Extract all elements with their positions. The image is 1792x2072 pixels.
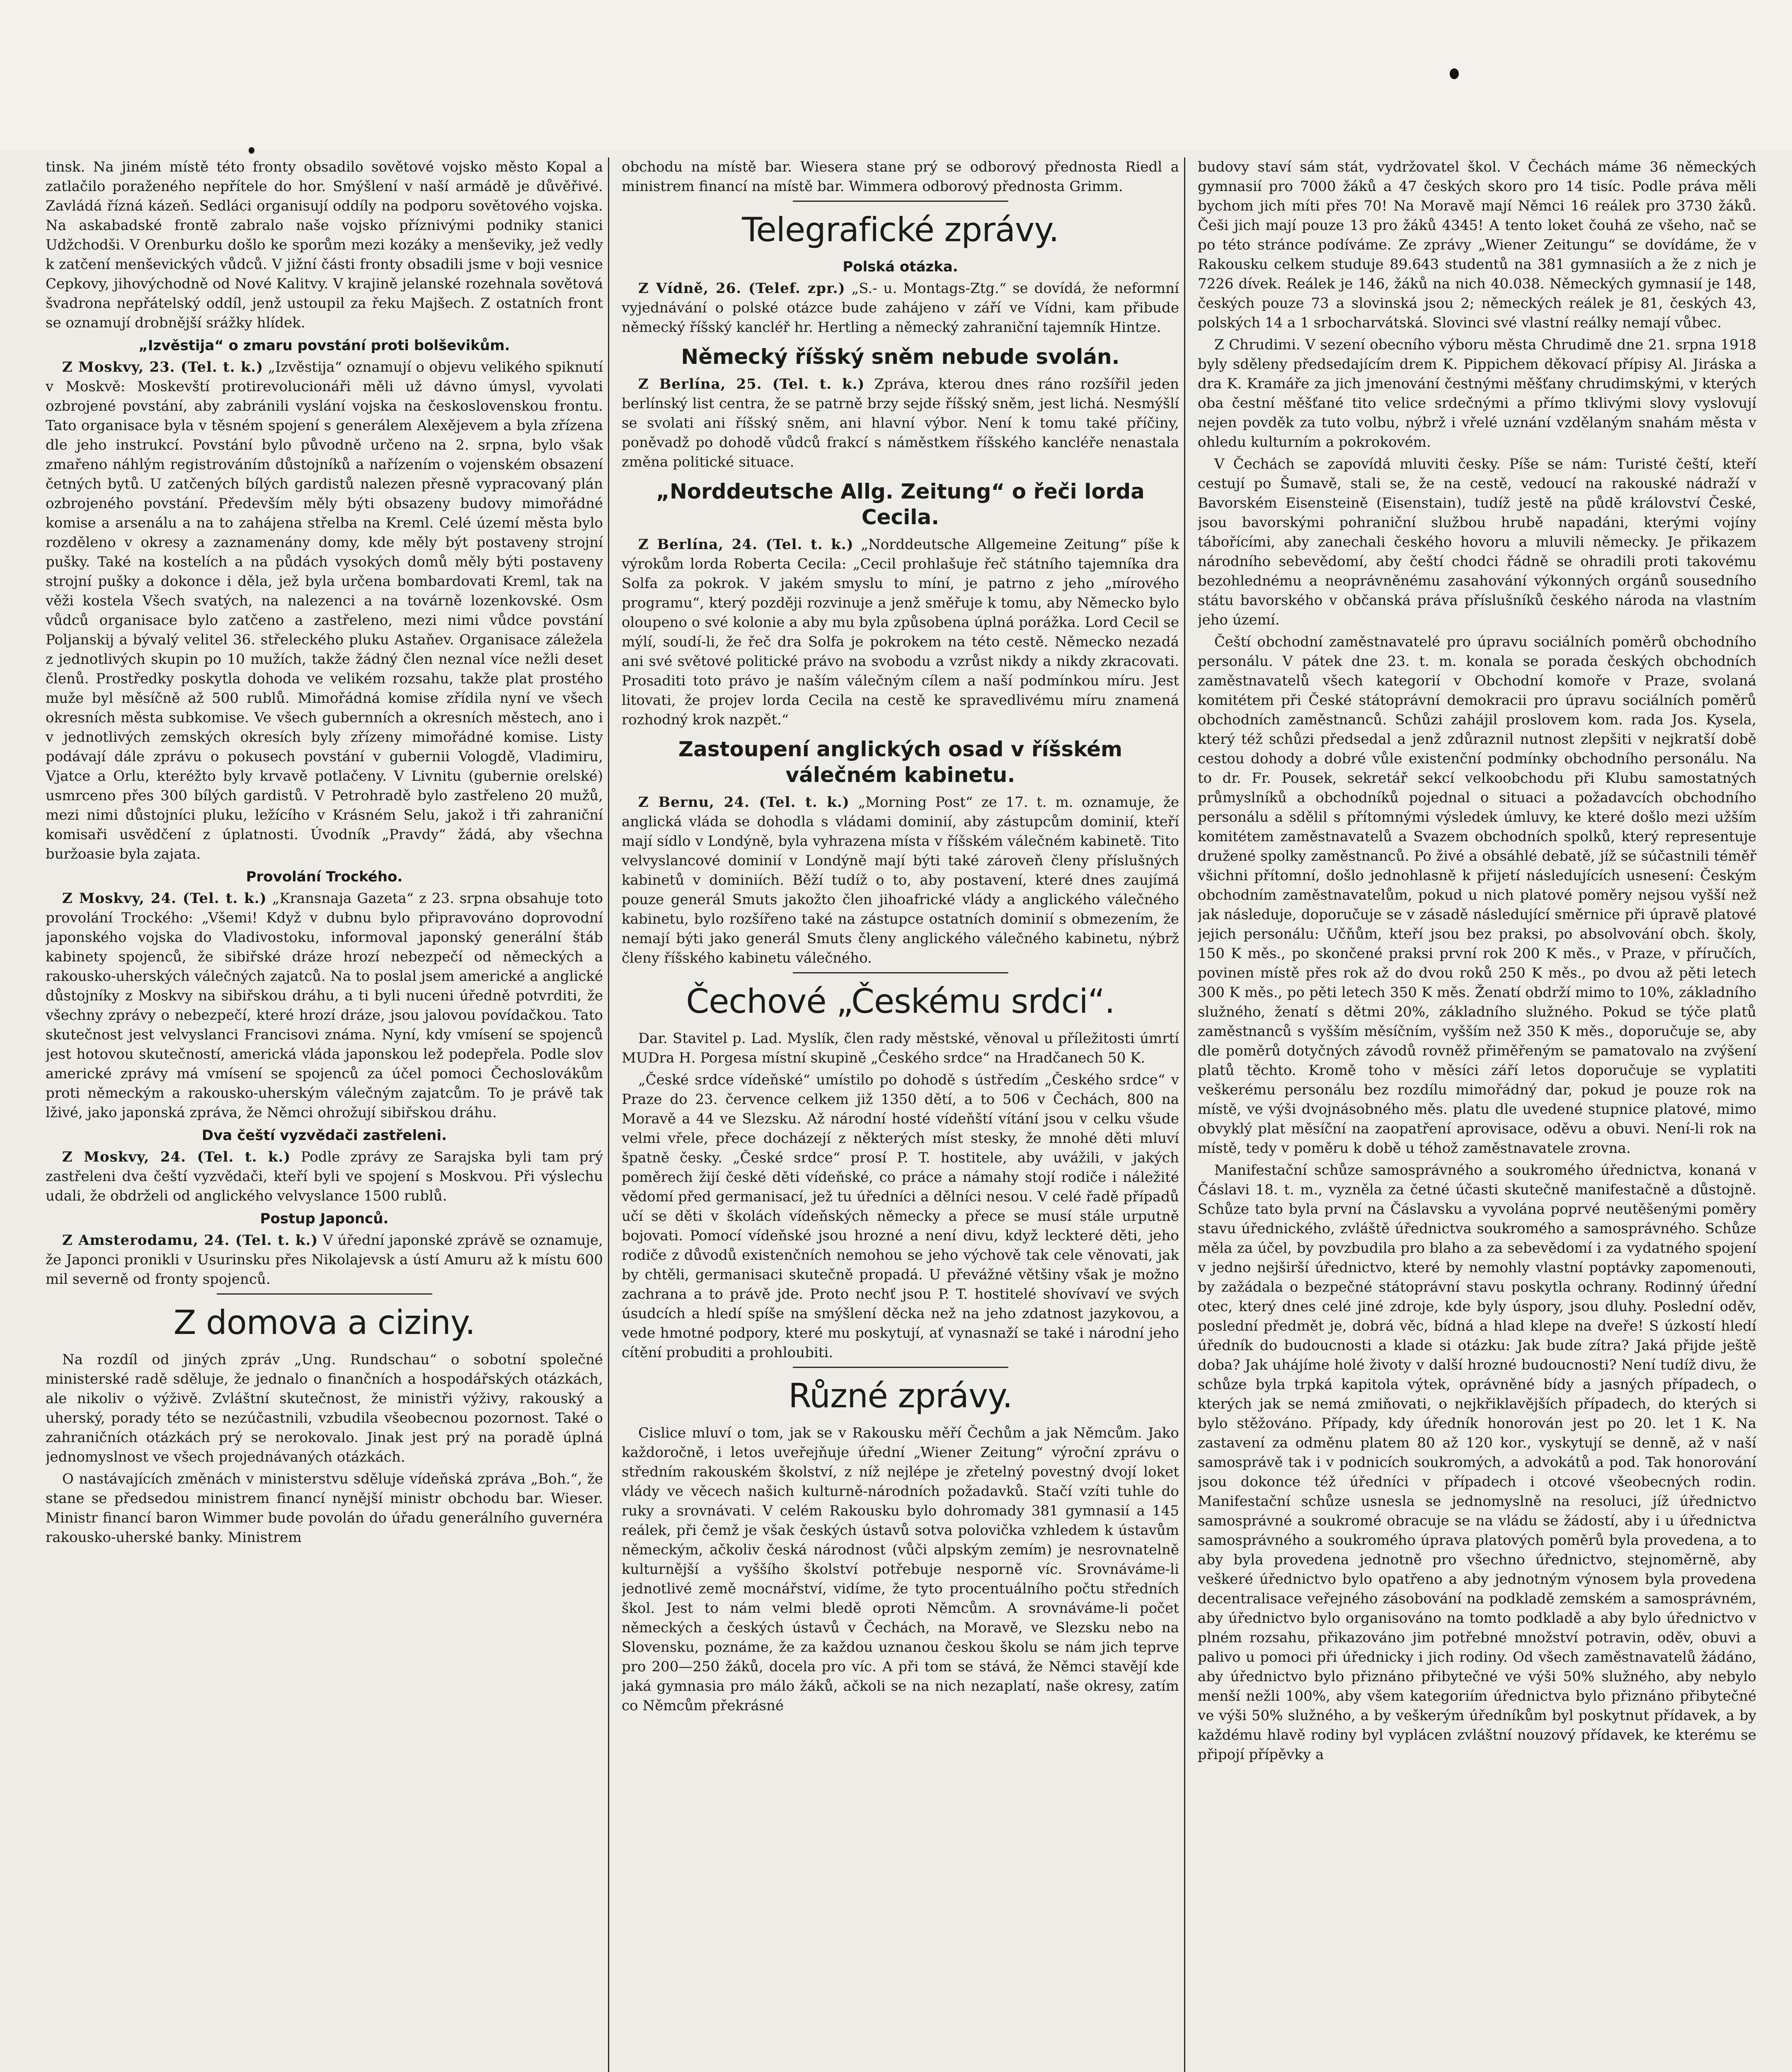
- dateline: Z Vídně, 26. (Telef. zpr.): [638, 280, 845, 297]
- article-body: „Kransnaja Gazeta“ z 23. srpna obsahuje toto provolání Trockého: „Všemi! Když v dubnu bylo připravováno doprovodní japonského vojska do Vladivostoku, informoval japonský generální štáb kabinety spojenců, že sibiřské dráze hrozí nebezpečí od německých a rakousko-uherských válečných zajatců. Na to poslal jsem americké a anglické důstojníky z Moskvy na sibiřskou dráhu, a ti byli nuceni úředně potvrditi, že všechny zprávy o nebezpečí, které hrozí dráze, jsou jalovou povídačkou. Tato skutečnost jest velvyslanci Francisovi známa. Nyní, kdy vmísení se spojenců jest hotovou skutečností, americká vláda japonskou lež podepřela. Podle slov americké zprávy má vmísení se spojenců za účel pomoci Čechoslovákům proti německým a rakousko-uherským válečným zajatcům. To je právě tak lživé, jako japonská zpráva, že Němci ohrožují sibiřskou dráhu.: [46, 890, 603, 1121]
- article-text: [46, 1231, 603, 1289]
- newspaper-page: [46, 157, 1761, 2072]
- section-title: Různé zprávy.: [788, 1377, 1012, 1415]
- dateline: Z Bernu, 24. (Tel. t. k.): [638, 794, 850, 811]
- article-text: [46, 889, 603, 1123]
- dateline: Z Amsterodamu, 24. (Tel. t. k.): [62, 1232, 318, 1249]
- ink-spot: [249, 147, 254, 154]
- article-body: „Morning Post“ ze 17. t. m. oznamuje, že anglická vláda se dohodla s vládami dominií, aby zástupcům dominií, kteří mají sídlo v Londýně, byla vyhrazena místa v říšském válečném kabinetě. Tito velvyslancové dominií v Londýně mají býti také zároveň členy příslušných kabinetů v dominiích. Běží tudíž o to, aby postavení, které dnes zaujímá pouze generál Smuts jakožto člen jihoafrické vlády a anglického válečného kabinetu, bylo rozšířeno také na zástupce ostatních dominií s obmezením, že nemají býti jako generál Smuts členy anglického válečného kabinetu, nýbrž členy říšského kabinetu válečného.: [622, 794, 1179, 966]
- dateline: Z Berlína, 25. (Tel. t. k.): [638, 376, 865, 392]
- divider: [793, 1367, 1008, 1368]
- article-body: V úřední japonské zprávě se oznamuje, že Japonci pronikli v Usurinsku přes Nikolajevsk a ústí Amuru až k místu 600 mil severně od fronty spojenců.: [46, 1232, 603, 1288]
- dateline: Z Berlína, 24. (Tel. t. k.): [638, 536, 854, 553]
- section-heading: Dva čeští vyzvědači zastřeleni.: [201, 1127, 447, 1144]
- article-text: [622, 535, 1179, 730]
- article-text: [46, 1147, 603, 1206]
- dateline: Z Moskvy, 24. (Tel. t. k.): [62, 1149, 291, 1165]
- article-text: obchodu na místě bar. Wiesera stane prý se odborový přednosta Riedl a ministrem financí na místě bar. Wimmera odborový přednosta Grimm.: [622, 159, 1179, 195]
- article-text: tinsk. Na jiném místě této fronty obsadilo sovětové vojsko město Kopal a zatlačilo poraženého nepřítele do hor. Smýšlení v naší armádě je důvěřivé. Zavládá řízná kázeň. Sedláci organisují oddíly na podporu sovětového vojska. Na askabadské frontě zabralo naše vojsko příznivými podniky stanici Udžchodši. V Orenburku došlo ke sporům mezi kozáky a menševiky, jež vedly k zatčení menševických vůdců. V jižní části fronty obsadili jsme v boji vesnice Cepkovy, jihovýchodně od Nové Kalitvy. V krajině jelanské rozehnala sovětová švadrona nepřátelský oddíl, jenž ustoupil za řeku Majšech. Z ostatních front se oznamují drobnější srážky hlídek.: [46, 159, 603, 331]
- article-text: [622, 279, 1179, 337]
- page-top-margin: [0, 0, 1792, 149]
- section-heading: Postup Japonců.: [260, 1210, 389, 1227]
- dateline: Z Moskvy, 23. (Tel. t. k.): [62, 359, 264, 375]
- section-heading: „Izvěstija“ o zmaru povstání proti bolševikům.: [138, 337, 510, 354]
- article-text: „České srdce vídeňské“ umístilo po dohodě s ústředím „Českého srdce“ v Praze do 23. července celkem již 1350 dětí, a to 506 v Čechách, 800 na Moravě a 44 ve Slezsku. Až národní hosté vídeňští vítání jsou v celku všude velmi vřele, přece docházejí z některých míst stesky, že mnohé děti mluví špatně česky. „České srdce“ prosí P. T. hostitele, aby uvážili, v jakých poměrech žijí české děti vídeňské, co práce a námahy stojí rodiče i náležité vědomí před germanisací, jež tu úředníci a dělníci nesou. V celé řadě případů učí se děti v školách vídeňských německy a přece se musí stále urputně bojovati. Pomocí vídeňské jsou hrozné a není divu, když leckteré děti, jeho rodiče z důvodů existenčních nemohou se jeho výchově tak cele věnovati, jak by chtěli, germanisaci skutečně propadá. U převážné většiny však je možno zachrana a to právě jde. Proto nechť jsou P. T. hostitelé shovívaví ve svých úsudcích a hledí spíše na smýšlení děcka než na jeho zdatnost jazykovou, a vede hmotné podpory, které mu poskytují, ať vynasnaží se také i národní jeho cítění probuditi a prohloubiti.: [622, 1072, 1179, 1361]
- headline: Zastoupení anglických osad v říšském válečném kabinetu.: [678, 737, 1123, 787]
- article-text: Z Chrudimi. V sezení obecního výboru města Chrudimě dne 21. srpna 1918 byly sděleny předsedajícím drem K. Pippichem děkovací přípisy Al. Jiráska a dra K. Kramáře za jich jmenování čestnými měšťany chrudimskými, v kterých oba čestní měšťané tito velice srdečnými a přímo tklivými slovy vyslovují nejen povděk za tuto volbu, nýbrž i vřelé uznání vzdělaným snahám města v ohledu kulturním a pokrokovém.: [1198, 336, 1756, 450]
- headline: „Norddeutsche Allg. Zeitung“ o řeči lorda Cecila.: [656, 479, 1145, 529]
- column-2: [622, 157, 1185, 2072]
- column-1: [46, 157, 609, 2072]
- ink-spot: [1450, 68, 1459, 79]
- section-title: Z domova a ciziny.: [173, 1303, 475, 1342]
- article-text: [622, 375, 1179, 472]
- article-text: Na rozdíl od jiných zpráv „Ung. Rundschau“ o sobotní společné ministerské radě sděluje, že jednalo o finančních a hospodářských otázkách, ale nikoliv o výživě. Zvláštní skutečnost, že ministři výživy, rakouský a uherský, porady této se nezúčastnili, vzbudila všeobecnou pozornost. Také o zahraničních otázkách prý se nerokovalo. Jinak jest prý na poradě úplná jednomyslnost ve všech projednávaných otázkách.: [46, 1351, 603, 1465]
- article-text: budovy staví sám stát, vydržovatel škol. V Čechách máme 36 německých gymnasií pro 7000 žáků a 47 českých skoro pro 14 tisíc. Podle práva měli bychom jich míti přes 70! Na Moravě mají Němci 16 reálek pro 3730 žáků. Češi jich mají pouze 13 pro žáků 4345! A tento loket čouhá ze všeho, nač se po této stránce podíváme. Ze zprávy „Wiener Zeitungu“ se dovídáme, že v Rakousku celkem studuje 89.643 studentů na 381 gymnasiích a že z nich je 7226 dívek. Reálek je 146, žáků na nich 40.038. Německých gymnasií je 148, českých pouze 73 a slovinská jsou 2; německých reálek je 81, českých 43, polských 14 a 1 srbocharvátská. Slovinci své vlastní reálky nemají vůbec.: [1198, 159, 1756, 331]
- article-text: O nastávajících změnách v ministerstvu sděluje vídeňská zpráva „Boh.“, že stane se předsedou ministrem financí nynější ministr obchodu bar. Wieser. Ministr financí baron Wimmer bude povolán do úřadu generálního guvernéra rakousko-uherské banky. Ministrem: [46, 1471, 603, 1546]
- article-text: Manifestační schůze samosprávného a soukromého úřednictva, konaná v Čáslavi 18. t. m., vyzněla za četné účasti skutečně manifestačně a důstojně. Schůze tato byla první na Čáslavsku a vyvolána poprvé neutěšenými poměry stavu úřednického, zvláště úřednictva soukromého a samosprávného. Schůze měla za účel, by povzbudila pro blaho a za sebevědomí i za vydatného spojení v jedno nejširší úřednictvo, které by nemohly vlastní poptávky zapomenouti, by zažádala o bezpečné státoprávní stavu poskytla ochrany. Rodinný úřední otec, který dnes celé jiné zdroje, kde byly úspory, jsou dluhy. Poslední oděv, poslední předmět je, dobrá věc, bídná a hlad klepe na dveře! S úzkostí hledí úředník do budoucnosti a klade si otázku: Jak bude zítra? Jaká přijde ještě doba? Jak uhájíme holé životy v další hrozné budoucnosti? Není tudíž divu, že schůze byla trpká kapitola výtek, oprávněné bídy a jasných případech, o kterých jak se nemá zmiňovati, o nejkřiklavějších případech, do kterých si bylo stěžováno. Případy, kdy úředník honorován jest po 20. let 1 K. Na zastavení za odměnu platem 80 až 120 kor., vyskytují se denně, až v naší samosprávě tak i v podnicích soukromých, a advokátů a pod. Tak honorování jsou dokonce též úředníci v případech i otcové všeobecných rodin. Manifestační schůze usnesla se jednomyslně na resoluci, jíž úřednictvo samosprávné a soukromé obracuje se na vládu se žádostí, aby i u úřednictva samosprávného a soukromého úprava platových poměrů byla provedena, a to aby byla provedena jednotně pro všechno úřednictvo, stejnoměrně, aby veškeré úřednictvo bylo opatřeno a aby jednotným výnosem byla provedena decentralisace veřejného zásobování na podkladě zemském a samosprávném, aby úřednictvo bylo organisováno na tomto podkladě a aby bylo úřednictvo v plném rozsahu, přikazováno jim potřebné množství potravin, oděv, obuvi a palivo u pomoci při úřednicky i jich rodiny. Od všech zaměstnavatelů žádáno, aby úřednictvo bylo přiznáno přibytečné ve výši 50% služného, aby nebylo menší nežli 100%, aby všem kategoriím úřednictva bylo přiznáno přibytečné ve výši 50% služného, a by veškerým úředníkům byl poskytnut přídavek, a by každému hlavě rodiny byl vyplácen zvláštní nouzový přídavek, ke kterému se připojí přípěvky a: [1198, 1162, 1756, 1763]
- section-title: Čechové „Českému srdci“.: [686, 982, 1115, 1021]
- article-text: Čeští obchodní zaměstnavatelé pro úpravu sociálních poměrů obchodního personálu. V pátek dne 23. t. m. konala se porada českých obchodních zaměstnavatelů všech kategorií v Obchodní komoře v Praze, svolaná komitétem při České státoprávní demokracii pro úpravu sociálních poměrů obchodních zaměstnanců. Schůzi zahájil proslovem kom. rada Jos. Kysela, který též schůzi předsedal a jenž zdůraznil nutnost zlepšiti v nejkratší době cestou dohody a dobré vůle existenční podmínky obchodního personálu. Na to dr. Fr. Pousek, sekretář sekcí velkoobchodu při Klubu samostatných průmyslníků a obchodníků pojednal o situaci a požadavcích obchodního personálu a sdělil s přítomnými výsledek úmluvy, ke které došlo mezi užším komitétem zaměstnavatelů a Svazem obchodních spolků, který representuje družené spolky zaměstnanců. Po živé a obsáhlé debatě, jíž se súčastnili téměř všichni přítomní, došlo jednohlasně k přijetí následujících usnesení: Českým obchodním zaměstnavatelům, pokud u nich platové poměry nejsou vyšší než jak následuje, doporučuje se v zásadě následující směrnice při úpravě platové jejich personálu: Učňům, kteří jsou bez praksi, po absolvování obch. školy, 150 K měs., po skončené praksi první rok 200 K měs., v Praze, v příručích, povinen místě přes rok až do dvou roků 250 K měs., po dvou až pěti letech 300 K měs., po pěti letech 350 K měs. Ženatí obdrží mimo to 10%, základního služného, ženatí s dětmi 20%, základního služného. Pokud se týče platů zaměstnanců s vyšším měsíčním, vyšším než 350 K měs., doporučuje se, aby dle poměrů dotyčných závodů rovněž přiměřeným se pamatovalo na zvýšení platů těchto. Kromě toho v měsíci září letos doporučuje se vyplatiti veškerému personálu bez rozdílu mimořádný dar, pokud je pouze rok na místě, ve výši dvojnásobného měs. platu dle uvedené stupnice platové, mimo obvyklý plat měsíční na zaopatření aprovisace, oděvu a obuvi. Není-li rok na místě, tedy v poměru k době u téhož zaměstnavatele zrovna.: [1198, 634, 1756, 1157]
- article-text: [46, 358, 603, 864]
- article-body: „S.- u. Montags-Ztg.“ se dovídá, že neformní vyjednávání o polské otázce bude zahájeno v září ve Vídni, kam přibude německý říšský kancléř hr. Hertling a německý zahraniční tajemník Hintze.: [622, 280, 1179, 336]
- article-body: „Izvěstija“ oznamují o objevu velikého spiknutí v Moskvě: Moskevští protirevolucionáři měli už dávno úmysl, vyvolati ozbrojené povstání, aby zabránili vyslání vojska na československou frontu. Tato organisace byla v těsném spojení s generálem Alexějevem a byla zřízena dle jeho instrukcí. Povstání bylo původně určeno na 2. srpna, bylo však zmařeno náhlým registrováním důstojníků a nařízením o vojenském obsazení četných bytů. U zatčených bílých gardistů nalezen přesně vypracovaný plán ozbrojeného povstání. Především měly býti obsazeny budovy mimořádné komise a arsenálu a na to zahájena střelba na Kreml. Celé území města bylo rozděleno v okresy a zaznamenány domy, kde měly být postaveny strojní pušky. Také na kostelích a na půdách vysokých domů měly býti postaveny strojní pušky a dokonce i děla, jež byla určena bombardovati Kreml, tak na věži kostela Všech svatých, na nalezenci a na továrně lozenkovské. Osm vůdců organisace bylo zatčeno a zastřeleno, mezi nimi vůdce povstání Poljanskij a bývalý velitel 36. střeleckého pluku Astaňev. Organisace záležela z jednotlivých skupin po 10 mužích, takže žádný člen neznal více nežli deset členů. Prostředky poskytla dohoda ve velikém rozsahu, takže plat prostého muže byl měsíčně až 500 rublů. Mimořádná komise zřídila nyní ve všech okresních města subkomise. Ve všech gubernních a okresních městech, ano i v jednotlivých zemských okresích byly zřízeny mimořádné komise. Listy podávají dále zprávu o pokusech povstání v gubernii Vologdě, Vladimiru, Vjatce a Orlu, kteréžto byly krvavě potlačeny. V Livnitu (gubernie orelské) usmrceno přes 300 bílých gardistů. V Petrohradě bylo zastřeleno 20 mužů, mezi nimi důstojníci pluku, ležícího v Krásném Selu, jakož i tři zahraniční komisaři usvědčení z úplatnosti. Úvodník „Pravdy“ žádá, aby všechna buržoasie byla zajata.: [46, 359, 603, 862]
- section-title: Telegrafické zprávy.: [742, 211, 1059, 249]
- article-body: Podle zprávy ze Sarajska byli tam prý zastřeleni dva čeští vyzvědači, kteří byli ve spojení s Moskvou. Při výslechu udali, že obdrželi od anglického velvyslance 1500 rublů.: [46, 1149, 603, 1204]
- section-heading: Polská otázka.: [843, 259, 958, 275]
- article-text: Cislice mluví o tom, jak se v Rakousku měří Čechům a jak Němcům. Jako každoročně, i letos uveřejňuje úřední „Wiener Zeitung“ výroční zprávu o středním rakouském školství, z níž nejlépe je zřetelný povestný dvojí loket vlády ve věcech našich kulturně-národních požadavků. Stačí vzíti tuhle do ruky a srovnávati. V celém Rakousku bylo dohromady 381 gymnasií a 145 reálek, při čemž je však českých ústavů sotva polovička vzhledem k ústavům německým, ačkoliv česká národnost (vůči alpským zemím) je nesrovnatelně kulturnější a vyššího školství potřebuje nesporně víc. Srovnáváme-li jednotlivé země mocnářství, vidíme, že tyto procentuálního počtu středních škol. Jest to nám velmi bledě oproti Němcům. A srovnáváme-li počet německých a českých ústavů v Čechách, na Moravě, ve Slezsku nebo na Slovensku, poznáme, že za každou uznanou českou školu se nám jich teprve pro 200—250 žáků, docela pro víc. A při tom se stává, že Němci stavějí kde jaká gymnasia pro málo žáků, ačkoli se na nich nezaplatí, naše okresy, zatím co Němcům překrásné: [622, 1425, 1179, 1714]
- divider: [217, 1293, 432, 1295]
- divider: [793, 201, 1008, 202]
- headline: Německý říšský sněm nebude svolán.: [681, 345, 1120, 369]
- section-heading: Provolání Trockého.: [246, 869, 403, 885]
- article-text: V Čechách se zapovídá mluviti česky. Píše se nám: Turisté čeští, kteří cestují po Šumavě, stali se, že na cestě, vedoucí na rakouské nádraží v Bavorském Eisensteině (Eisenstain), tudíž jestě na půdě království České, jsou bavorskými pohraniční službou hrubě napadáni, kterými vojíny tábořícími, aby zanechali českého hovoru a mluvili německy. Je přikazem národního sebevědomí, aby čeští chodci řádně se ohradili proti takovému bezohlednému a neoprávněnému zasahování výkonných orgánů sousedního státu bavorského v občanská práva příslušníků českého národa na vlastním jeho území.: [1198, 456, 1756, 628]
- article-body: Zpráva, kterou dnes ráno rozšířil jeden berlínský list centra, že se patrně brzy sejde říšský sněm, jest lichá. Nesmýšlí se svolati ani říšský sněm, ani hlavní výbor. Není k tomu také příčiny, poněvadž po dohodě vůdců frakcí s náměstkem říšského kancléře nenastala změna politické situace.: [622, 376, 1179, 470]
- article-text: Dar. Stavitel p. Lad. Myslík, člen rady městské, věnoval u příležitosti úmrtí MUDra H. Porgesa místní skupině „Českého srdce“ na Hradčanech 50 K.: [622, 1030, 1179, 1066]
- divider: [793, 972, 1008, 973]
- article-text: [622, 793, 1179, 968]
- column-3: [1198, 157, 1761, 2072]
- article-body: „Norddeutsche Allgemeine Zeitung“ píše k výrokům lorda Roberta Cecila: „Cecil prohlašuje řeč státního tajemníka dra Solfa za pokrok. V jakém smyslu to míní, je patrno z jeho „mírového programu“, který později rozvinuje a jenž směřuje k tomu, aby Německo bylo oloupeno o své kolonie a aby mu byla způsobena úplná porážka. Lord Cecil se mýlí, soudí-li, že řeč dra Solfa je pokrokem na této cestě. Německo nezadá ani své světové politické právo na svobodu a vzrůst nikdy a nikdy zkracovati. Prosaditi toto právo je naším válečným cílem a naší podmínkou míru. Jest litovati, že projev lorda Cecila na cestě ke spravedlivému míru znamená rozhodný krok nazpět.“: [622, 536, 1179, 728]
- dateline: Z Moskvy, 24. (Tel. t. k.): [62, 890, 267, 907]
